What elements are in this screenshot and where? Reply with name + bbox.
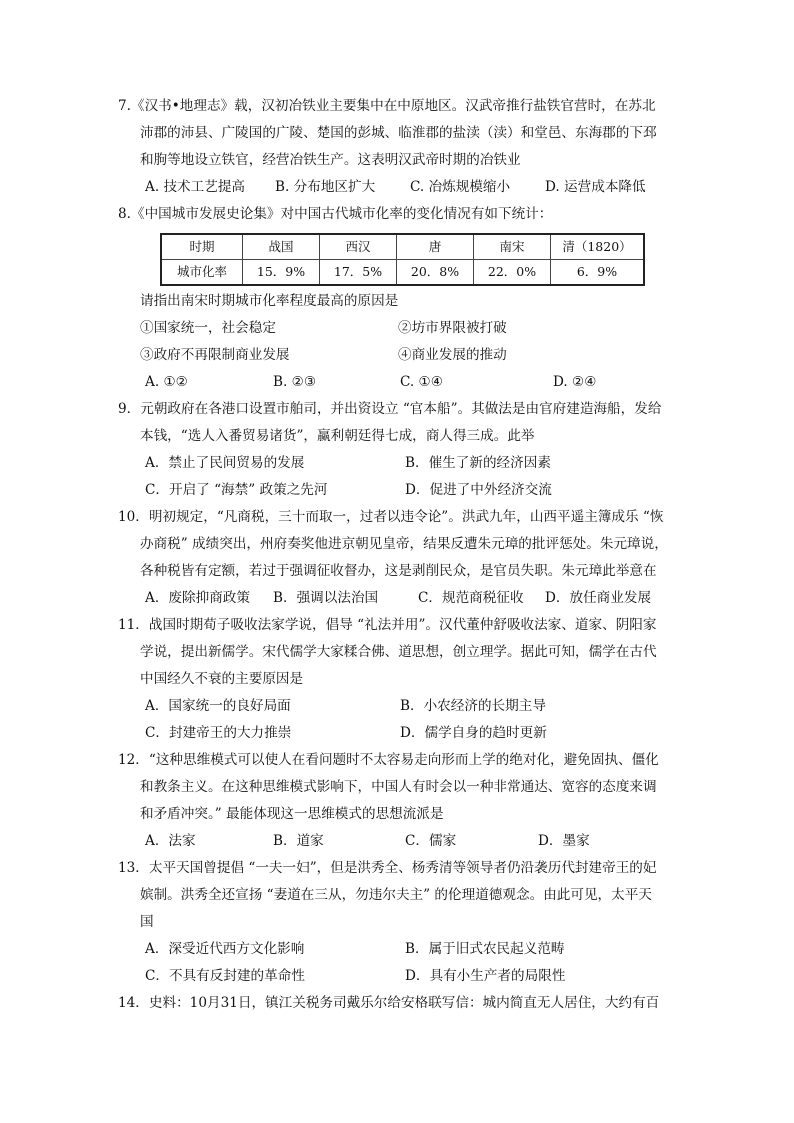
q11-option-b: B．小农经济的长期主导 — [400, 698, 546, 714]
q11-line-3: 中国经久不衰的主要原因是 — [140, 671, 304, 687]
q8-item-3: ③政府不再限制商业发展 — [140, 347, 290, 363]
q8-option-c: C. ①④ — [400, 374, 443, 390]
q7-option-c: C. 冶炼规模缩小 — [410, 179, 511, 195]
q10-option-c: C．规范商税征收 — [418, 590, 524, 606]
q11-line-2: 学说，提出新儒学。宋代儒学大家糅合佛、道思想，创立理学。据此可知，儒学在古代 — [140, 644, 657, 660]
table-cell: 时期 — [161, 234, 243, 260]
q12-line-3: 和矛盾冲突。” 最能体现这一思维模式的思想流派是 — [140, 806, 444, 822]
q7-option-b: B. 分布地区扩大 — [275, 179, 376, 195]
q12-option-d: D．墨家 — [538, 833, 590, 849]
q10-line-3: 各种税皆有定额，若过于强调征收督办，这是剥削民众，是官员失职。朱元璋此举意在 — [140, 563, 657, 579]
q9-option-b: B．催生了新的经济因素 — [405, 455, 551, 471]
table-cell: 清（1820） — [551, 234, 645, 260]
q10-line-2: 办商税” 成绩突出，州府奏奖他进京朝见皇帝，结果反遭朱元璋的批评惩处。朱元璋说， — [140, 536, 668, 552]
q12-option-a: A．法家 — [145, 833, 196, 849]
q7-option-a: A. 技术工艺提高 — [145, 179, 246, 195]
table-cell: 战国 — [243, 234, 320, 260]
q8-item-2: ②坊市界限被打破 — [398, 320, 507, 336]
q13-option-d: D．具有小生产者的局限性 — [405, 968, 566, 984]
q7-line-2: 沛郡的沛县、广陵国的广陵、楚国的彭城、临淮郡的盐渎（渎）和堂邑、东海郡的下邳 — [140, 125, 657, 141]
q9-option-c: C．开启了 “海禁” 政策之先河 — [145, 482, 328, 498]
q7-line-1: 7.《汉书•地理志》载，汉初冶铁业主要集中在中原地区。汉武帝推行盐铁官营时，在苏北 — [118, 98, 656, 114]
table-cell: 南宋 — [474, 234, 551, 260]
q8-item-1: ①国家统一，社会稳定 — [140, 320, 276, 336]
table-cell: 22．0% — [474, 260, 551, 286]
table-header-row — [161, 234, 644, 260]
q11-line-1: 11．战国时期荀子吸收法家学说，倡导 “礼法并用”。汉代董仲舒吸收法家、道家、阴阳家 — [118, 617, 657, 633]
q10-option-d: D．放任商业发展 — [545, 590, 652, 606]
q9-line-2: 本钱，“选人入番贸易诸货”，赢利朝廷得七成，商人得三成。此举 — [140, 428, 535, 444]
table-cell: 唐 — [397, 234, 474, 260]
q14-line-1: 14．史料：10月31日，镇江关税务司戴乐尔给安格联写信：城内简直无人居住，大约有百 — [118, 995, 660, 1011]
q11-option-c: C．封建帝王的大力推崇 — [145, 725, 292, 741]
q12-option-b: B．道家 — [273, 833, 324, 849]
q8-question: 请指出南宋时期城市化率程度最高的原因是 — [140, 293, 399, 309]
q9-line-1: 9．元朝政府在各港口设置市舶司，并出资设立 “官本船”。其做法是由官府建造海船，发给 — [118, 401, 662, 417]
table-cell: 20．8% — [397, 260, 474, 286]
q13-option-c: C．不具有反封建的革命性 — [145, 968, 305, 984]
q8-option-a: A. ①② — [145, 374, 188, 390]
q10-option-a: A．废除抑商政策 — [145, 590, 250, 606]
q10-option-b: B．强调以法治国 — [273, 590, 379, 606]
q13-line-1: 13．太平天国曾提倡 “一夫一妇”，但是洪秀全、杨秀清等领导者仍沿袭历代封建帝王的妃 — [118, 860, 657, 876]
q13-line-2: 嫔制。洪秀全还宣扬 “妻道在三从，勿违尔夫主” 的伦理道德观念。由此可见，太平天 — [140, 887, 652, 903]
q8-option-b: B. ②③ — [273, 374, 317, 390]
q8-item-4: ④商业发展的推动 — [398, 347, 507, 363]
table-cell: 17．5% — [320, 260, 397, 286]
table-cell: 6．9% — [551, 260, 645, 286]
q12-option-c: C．儒家 — [405, 833, 457, 849]
table-cell: 西汉 — [320, 234, 397, 260]
q11-option-a: A．国家统一的良好局面 — [145, 698, 291, 714]
q9-option-d: D．促进了中外经济交流 — [405, 482, 552, 498]
q10-line-1: 10．明初规定，“凡商税，三十而取一，过者以违令论”。洪武九年，山西平遥主簿成乐 “恢 — [118, 509, 664, 525]
table-cell: 15．9% — [243, 260, 320, 286]
q13-line-3: 国 — [140, 914, 154, 930]
q13-option-a: A．深受近代西方文化影响 — [145, 941, 305, 957]
q7-line-3: 和朐等地设立铁官，经营冶铁生产。这表明汉武帝时期的冶铁业 — [140, 152, 521, 168]
q13-option-b: B．属于旧式农民起义范畴 — [405, 941, 565, 957]
q12-line-2: 和教条主义。在这种思维模式影响下，中国人有时会以一种非常通达、宽容的态度来调 — [140, 779, 657, 795]
q11-option-d: D．儒学自身的趋时更新 — [400, 725, 547, 741]
table-row — [161, 260, 644, 286]
q7-option-d: D. 运营成本降低 — [545, 179, 646, 195]
q8-option-d: D. ②④ — [553, 374, 597, 390]
q12-line-1: 12．“这种思维模式可以使人在看问题时不太容易走向形而上学的绝对化，避免固执、僵化 — [118, 752, 659, 768]
table-cell: 城市化率 — [161, 260, 243, 286]
q9-option-a: A．禁止了民间贸易的发展 — [145, 455, 305, 471]
urbanization-table — [160, 233, 645, 286]
q8-stem: 8.《中国城市发展史论集》对中国古代城市化率的变化情况有如下统计： — [118, 206, 553, 222]
